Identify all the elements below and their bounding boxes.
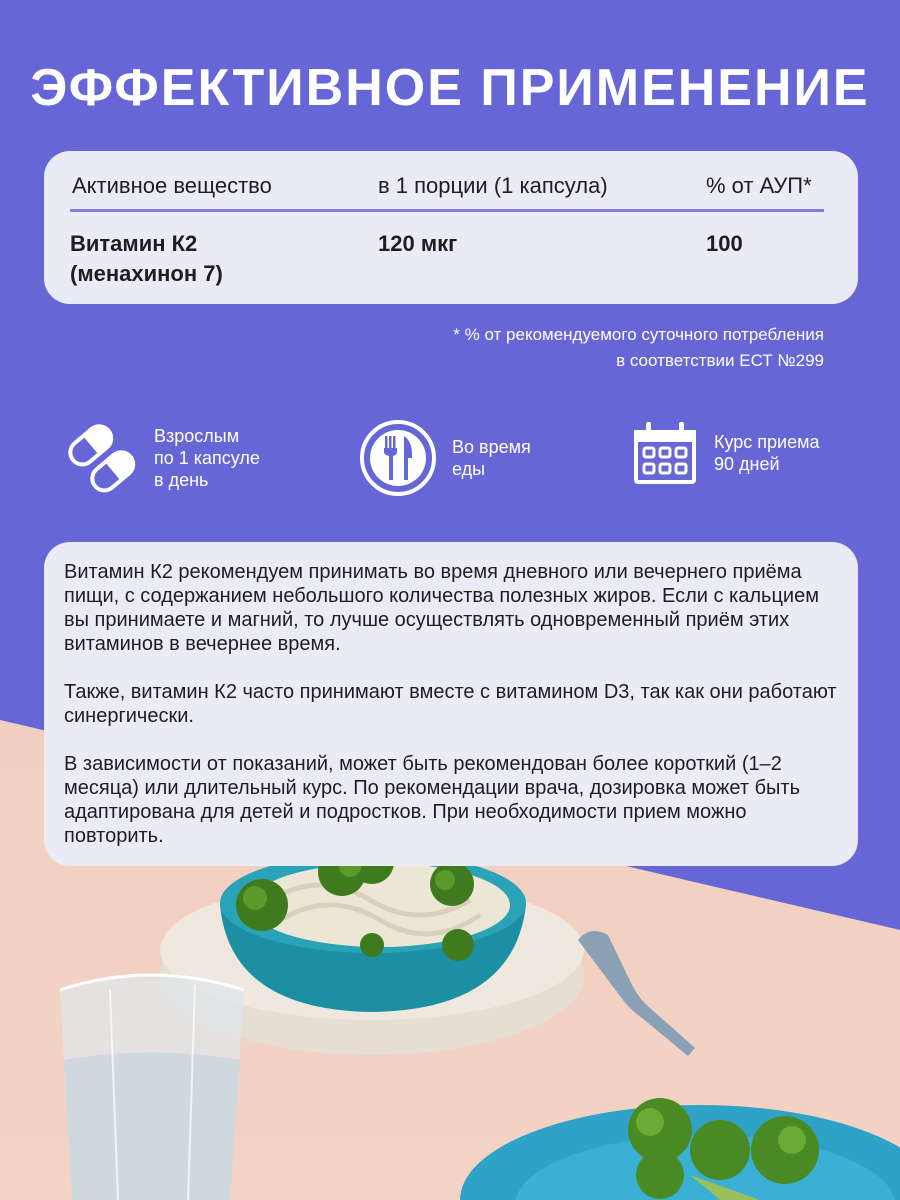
capsules-icon [60, 418, 140, 498]
feature-course-text: Курс приема 90 дней [714, 432, 820, 474]
water-glass [60, 975, 244, 1200]
info-paragraph-2: Также, витамин К2 часто принимают вместе с витамином D3, так как они работают синергически. [64, 681, 837, 727]
page-title: ЭФФЕКТИВНОЕ ПРИМЕНЕНИЕ [30, 59, 870, 117]
feature-course [630, 418, 820, 488]
feature-dosage [60, 418, 260, 498]
substance-name: Витамин К2 [70, 231, 198, 256]
calendar-icon [630, 418, 700, 488]
header-percent: % от АУП* [706, 173, 812, 198]
footnote-line-1: * % от рекомендуемого суточного потребления [453, 325, 824, 344]
table-divider [70, 209, 824, 212]
cell-amount: 120 мкг [378, 231, 458, 256]
header-amount: в 1 порции (1 капсула) [378, 173, 608, 198]
cell-substance [70, 229, 350, 289]
substance-form: (менахинон 7) [70, 261, 223, 286]
info-paragraph-1: Витамин К2 рекомендуем принимать во время дневного или вечернего приёма пищи, с содержанием небольшого количества полезных жиров. Если с кальцием вы принимаете и магний, то лучше осуществлять одновременный приём этих витаминов в вечернее время. [64, 561, 819, 655]
info-paragraph-3: В зависимости от показаний, может быть рекомендован более короткий (1–2 месяца) или длительный курс. По рекомендации врача, дозировка может быть адаптирована для детей и подростков. При необходимости прием можно повторить. [64, 753, 801, 847]
composition-table [44, 151, 858, 304]
usage-info-card [44, 542, 858, 866]
feature-with-meal-text: Во время еды [452, 437, 531, 479]
cell-percent: 100 [706, 231, 743, 256]
fork-knife-icon [358, 418, 438, 498]
footnote [453, 322, 824, 374]
feature-with-meal [358, 418, 531, 498]
header-substance: Активное вещество [72, 173, 272, 198]
feature-dosage-text: Взрослым по 1 капсуле в день [154, 426, 260, 490]
fork [578, 931, 695, 1056]
footnote-line-2: в соответствии ЕСТ №299 [616, 351, 824, 370]
